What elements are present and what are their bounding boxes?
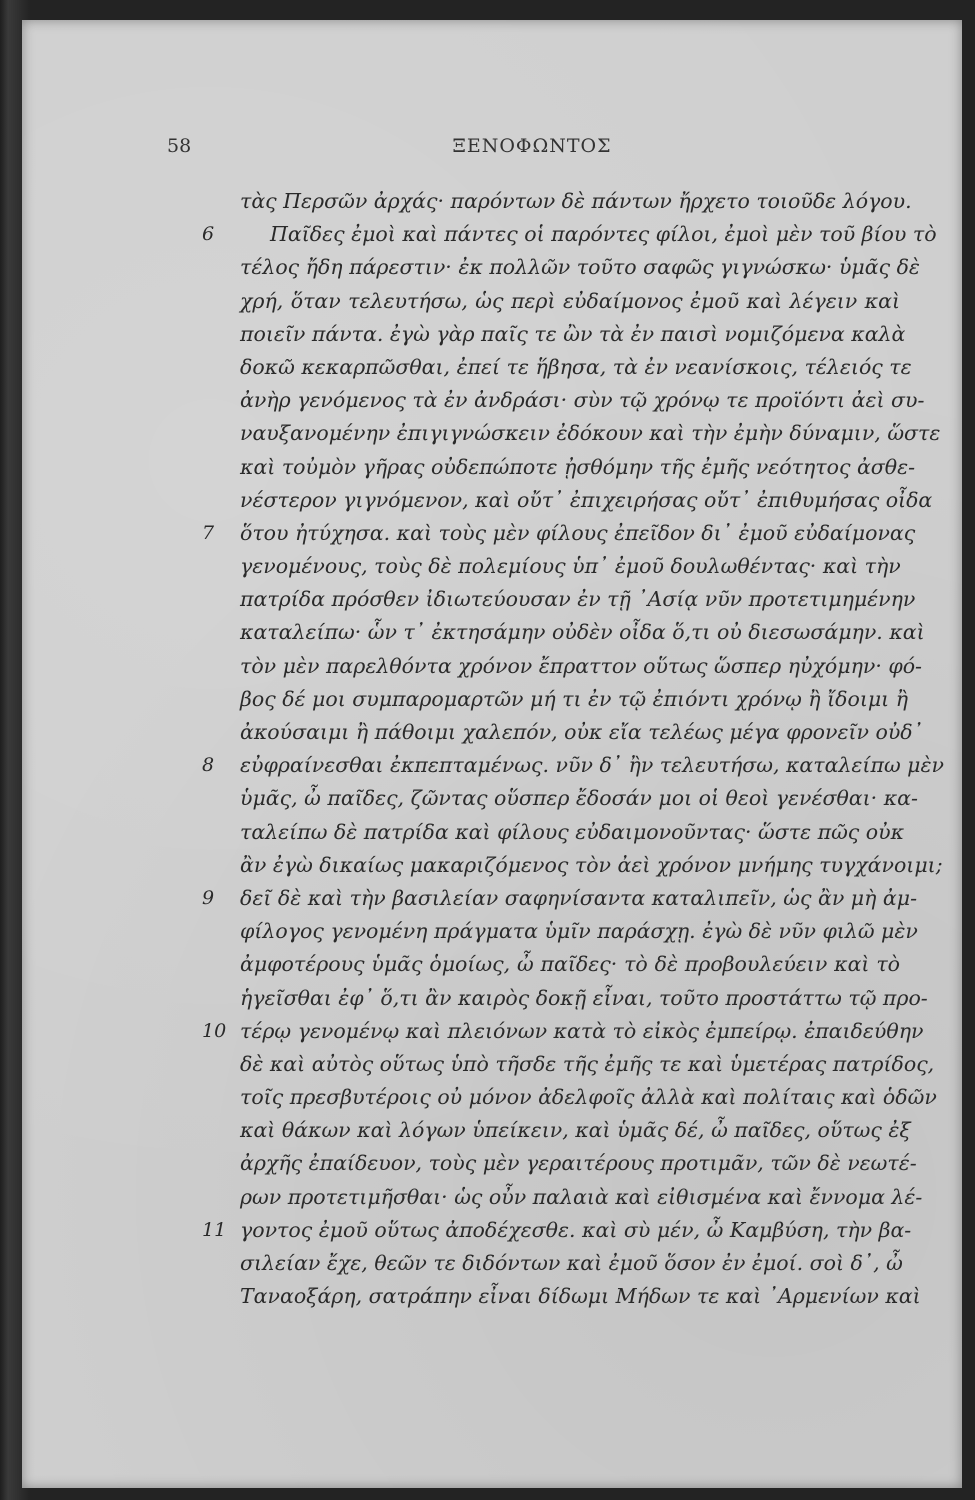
text-line-content: καταλείπω· ὧν τ᾿ ἐκτησάμην οὐδὲν οἶδα ὅ,τι οὐ διεσωσάμην. καὶ: [240, 620, 925, 645]
text-line-content: ναυξανομένην ἐπιγιγνώσκειν ἐδόκουν καὶ τὴν ἐμὴν δύναμιν, ὥστε: [240, 421, 941, 446]
text-line-content: δοκῶ κεκαρπῶσθαι, ἐπεί τε ἥβησα, τὰ ἐν νεανίσκοις, τέλειός τε: [240, 354, 912, 379]
text-line: [240, 550, 900, 583]
text-line: [202, 882, 918, 915]
text-line: [240, 1048, 935, 1081]
text-line: [240, 583, 916, 616]
running-head: ΞΕΝΟΦΩΝΤΟΣ: [452, 135, 612, 157]
text-line-content: βος δέ μοι συμπαρομαρτῶν μή τι ἐν τῷ ἐπιόντι χρόνῳ ἢ ἴδοιμι ἢ: [240, 686, 909, 711]
text-line: [202, 1214, 912, 1247]
text-line: [240, 1280, 921, 1313]
text-line: [240, 351, 912, 384]
text-line-content: δεῖ δὲ καὶ τὴν βασιλείαν σαφηνίσαντα καταλιπεῖν, ὡς ἂν μὴ ἀμ-: [240, 885, 918, 910]
text-line: [240, 683, 909, 716]
text-line-content: Ταναοξάρη, σατράπην εἶναι δίδωμι Μήδων τε καὶ ᾿Αρμενίων καὶ: [240, 1284, 921, 1309]
text-line: [240, 1247, 903, 1280]
text-line: [240, 484, 933, 517]
section-number: 8: [202, 754, 215, 777]
text-line-content: χρή, ὅταν τελευτήσω, ὡς περὶ εὐδαίμονος ἐμοῦ καὶ λέγειν καὶ: [240, 288, 900, 313]
text-line-content: Παῖδες ἐμοὶ καὶ πάντες οἱ παρόντες φίλοι, ἐμοὶ μὲν τοῦ βίου τὸ: [270, 222, 937, 247]
text-line: [202, 218, 937, 251]
text-line-content: ἀκούσαιμι ἢ πάθοιμι χαλεπόν, οὐκ εἴα τελέως μέγα φρονεῖν οὐδ᾿: [240, 720, 923, 744]
text-line: [240, 251, 920, 284]
text-line: [240, 1114, 911, 1147]
text-line-content: φίλογος γενομένη πράγματα ὑμῖν παράσχῃ. ἐγὼ δὲ νῦν φιλῶ μὲν: [240, 919, 918, 944]
text-line-content: νέστερον γιγνόμενον, καὶ οὔτ᾿ ἐπιχειρήσας οὔτ᾿ ἐπιθυμήσας οἶδα: [240, 487, 933, 512]
text-line: [240, 417, 941, 450]
text-line-content: ἀμφοτέρους ὑμᾶς ὁμοίως, ὦ παῖδες· τὸ δὲ προβουλεύειν καὶ τὸ: [240, 952, 900, 977]
text-line-content: ἀρχῆς ἐπαίδευον, τοὺς μὲν γεραιτέρους προτιμᾶν, τῶν δὲ νεωτέ-: [240, 1151, 917, 1176]
text-line: [202, 1015, 924, 1048]
text-line: [240, 982, 928, 1015]
text-line-content: ὑμᾶς, ὦ παῖδες, ζῶντας οὕσπερ ἔδοσάν μοι οἱ θεοὶ γενέσθαι· κα-: [240, 786, 918, 811]
text-line: [240, 915, 918, 948]
text-line-content: ὅτου ἠτύχησα. καὶ τοὺς μὲν φίλους ἐπεῖδον δι᾿ ἐμοῦ εὐδαίμονας: [240, 520, 916, 545]
text-line: [240, 948, 900, 981]
text-line-content: γοντος ἐμοῦ οὕτως ἀποδέχεσθε. καὶ σὺ μέν, ὦ Καμβύση, τὴν βα-: [240, 1217, 912, 1242]
text-line-content: σιλείαν ἔχε, θεῶν τε διδόντων καὶ ἐμοῦ ὅσον ἐν ἐμοί. σοὶ δ᾿, ὦ: [240, 1251, 903, 1275]
text-line: [240, 650, 922, 683]
text-line: [240, 782, 918, 815]
text-line-content: ταλείπω δὲ πατρίδα καὶ φίλους εὐδαιμονοῦντας· ὥστε πῶς οὐκ: [240, 819, 905, 844]
text-line: [202, 749, 944, 782]
section-number: 6: [202, 223, 215, 246]
section-number: 11: [202, 1218, 227, 1241]
text-line-content: τέλος ἤδη πάρεστιν· ἐκ πολλῶν τοῦτο σαφῶς γιγνώσκω· ὑμᾶς δὲ: [240, 255, 920, 280]
text-line-content: καὶ θάκων καὶ λόγων ὑπείκειν, καὶ ὑμᾶς δέ, ὦ παῖδες, οὕτως ἐξ: [240, 1118, 911, 1143]
text-line: [240, 384, 925, 417]
text-line-content: γενομένους, τοὺς δὲ πολεμίους ὑπ᾿ ἐμοῦ δουλωθέντας· καὶ τὴν: [240, 554, 901, 579]
text-line-content: πατρίδα πρόσθεν ἰδιωτεύουσαν ἐν τῇ ᾿Ασίᾳ νῦν προτετιμημένην: [240, 587, 916, 612]
section-number: 9: [202, 886, 215, 909]
text-line-content: ἡγεῖσθαι ἐφ᾿ ὅ,τι ἂν καιρὸς δοκῇ εἶναι, τοῦτο προστάττω τῷ προ-: [240, 985, 928, 1010]
text-line: [240, 1147, 917, 1180]
text-line-content: ἂν ἐγὼ δικαίως μακαριζόμενος τὸν ἀεὶ χρόνον μνήμης τυγχάνοιμι;: [240, 852, 943, 877]
text-line: [202, 517, 916, 550]
text-line-content: ἀνὴρ γενόμενος τὰ ἐν ἀνδράσι· σὺν τῷ χρόνῳ τε προϊόντι ἀεὶ συ-: [240, 388, 925, 413]
text-line: [240, 1081, 937, 1114]
text-line-content: ρων προτετιμῆσθαι· ὡς οὖν παλαιὰ καὶ εἰθισμένα καὶ ἔννομα λέ-: [240, 1184, 923, 1209]
text-line-content: εὐφραίνεσθαι ἐκπεπταμένως. νῦν δ᾿ ἢν τελευτήσω, καταλείπω μὲν: [240, 753, 944, 778]
text-line: [240, 716, 923, 749]
section-number: 10: [202, 1019, 227, 1042]
text-line-content: τὰς Περσῶν ἀρχάς· παρόντων δὲ πάντων ἤρχετο τοιοῦδε λόγου.: [240, 189, 912, 213]
text-line-content: τὸν μὲν παρελθόντα χρόνον ἔπραττον οὕτως ὥσπερ ηὐχόμην· φό-: [240, 653, 922, 678]
text-line: [240, 616, 925, 649]
page-number: 58: [167, 135, 192, 157]
text-line: [240, 451, 916, 484]
text-line-content: δὲ καὶ αὐτὸς οὕτως ὑπὸ τῆσδε τῆς ἐμῆς τε καὶ ὑμετέρας πατρίδος,: [240, 1051, 935, 1076]
text-line-content: τέρῳ γενομένῳ καὶ πλειόνων κατὰ τὸ εἰκὸς ἐμπείρῳ. ἐπαιδεύθην: [240, 1018, 924, 1043]
text-line: [240, 816, 905, 849]
text-line: [240, 849, 943, 882]
book-page: [22, 20, 962, 1488]
text-line-content: καὶ τοὐμὸν γῆρας οὐδεπώποτε ᾐσθόμην τῆς ἐμῆς νεότητος ἀσθε-: [240, 454, 916, 479]
text-line-content: τοῖς πρεσβυτέροις οὐ μόνον ἀδελφοῖς ἀλλὰ καὶ πολίταις καὶ ὁδῶν: [240, 1085, 937, 1110]
section-number: 7: [202, 521, 215, 544]
text-line: [240, 285, 900, 318]
text-line-content: ποιεῖν πάντα. ἐγὼ γὰρ παῖς τε ὢν τὰ ἐν παισὶ νομιζόμενα καλὰ: [240, 321, 906, 346]
text-line: [240, 318, 906, 351]
text-line: [240, 185, 912, 218]
text-line: [240, 1181, 923, 1214]
body-text: [202, 185, 944, 1313]
